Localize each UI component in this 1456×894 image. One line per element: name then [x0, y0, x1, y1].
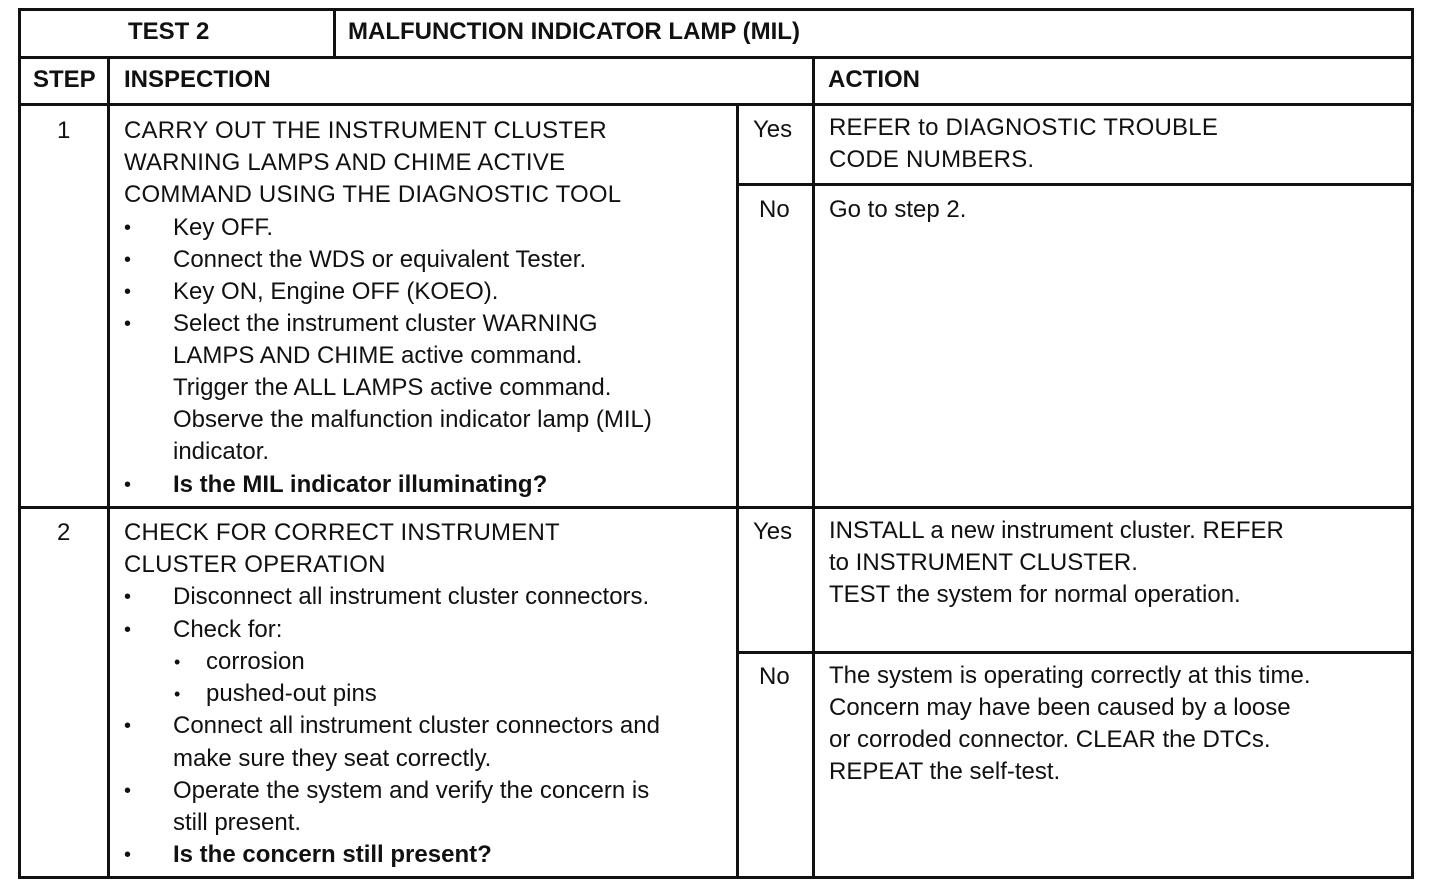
rule-title-divider [333, 8, 336, 58]
step-2-bullet-text: Check for: [173, 616, 283, 643]
step-2-bullet-text: still present. [173, 809, 302, 836]
rule-below-title [18, 56, 1414, 59]
step-2-title-line: CHECK FOR CORRECT INSTRUMENT [124, 519, 560, 546]
step-2-no-action-line: The system is operating correctly at this time. [829, 662, 1311, 689]
step-2-question: Is the concern still present? [173, 841, 492, 868]
step-1-title-line: COMMAND USING THE DIAGNOSTIC TOOL [124, 181, 622, 208]
column-header-inspection: INSPECTION [124, 66, 271, 93]
step-1-bullet-text: indicator. [173, 438, 270, 465]
rule-below-column-headers [18, 103, 1414, 106]
step-1-yes-action-line: CODE NUMBERS. [829, 146, 1035, 173]
step-2-yes-action-line: to INSTRUMENT CLUSTER. [829, 549, 1138, 576]
step-1-answer-no: No [759, 196, 790, 223]
test-number: TEST 2 [128, 18, 210, 45]
table-border-top [18, 8, 1414, 11]
bullet-icon: • [124, 780, 132, 802]
step-1-yes-action-line: REFER to DIAGNOSTIC TROUBLE [829, 114, 1219, 141]
column-header-step: STEP [33, 66, 96, 93]
step-1-title-line: CARRY OUT THE INSTRUMENT CLUSTER [124, 117, 607, 144]
step-2-no-action-line: Concern may have been caused by a loose [829, 694, 1291, 721]
step-2-title-line: CLUSTER OPERATION [124, 551, 386, 578]
step-1-bullet-text: Trigger the ALL LAMPS active command. [173, 374, 612, 401]
step-2-sub-bullet-text: corrosion [206, 648, 305, 675]
rule-step1-yes-no [736, 183, 1414, 186]
bullet-icon: • [124, 715, 132, 737]
step-2-answer-no: No [759, 663, 790, 690]
step-1-bullet-text: Key ON, Engine OFF (KOEO). [173, 278, 499, 305]
table-border-left [18, 8, 21, 879]
step-2-sub-bullet-text: pushed-out pins [206, 680, 377, 707]
bullet-icon: • [124, 217, 132, 239]
step-1-bullet-text: Select the instrument cluster WARNING [173, 310, 598, 337]
step-2-bullet-text: Disconnect all instrument cluster connectors. [173, 583, 650, 610]
step-1-number: 1 [57, 117, 71, 144]
step-2-bullet-text: Operate the system and verify the concern is [173, 777, 650, 804]
bullet-icon: • [124, 844, 132, 866]
step-1-question: Is the MIL indicator illuminating? [173, 471, 548, 498]
column-header-action: ACTION [828, 66, 920, 93]
step-1-title-line: WARNING LAMPS AND CHIME ACTIVE [124, 149, 566, 176]
sub-bullet-icon: • [174, 652, 181, 672]
bullet-icon: • [124, 249, 132, 271]
bullet-icon: • [124, 586, 132, 608]
step-1-bullet-text: Connect the WDS or equivalent Tester. [173, 246, 587, 273]
step-2-no-action-line: REPEAT the self-test. [829, 758, 1061, 785]
step-1-bullet-text: LAMPS AND CHIME active command. [173, 342, 583, 369]
bullet-icon: • [124, 281, 132, 303]
step-1-no-action-line: Go to step 2. [829, 196, 967, 223]
rule-answer-column [736, 103, 739, 879]
rule-action-column [812, 56, 815, 879]
rule-step2-yes-no [736, 651, 1414, 654]
step-1-answer-yes: Yes [753, 116, 793, 143]
step-2-number: 2 [57, 519, 71, 546]
page-title: MALFUNCTION INDICATOR LAMP (MIL) [348, 18, 800, 45]
bullet-icon: • [124, 619, 132, 641]
rule-between-steps [18, 506, 1414, 509]
step-2-bullet-text: make sure they seat correctly. [173, 745, 492, 772]
step-2-no-action-line: or corroded connector. CLEAR the DTCs. [829, 726, 1271, 753]
step-2-answer-yes: Yes [753, 518, 793, 545]
rule-step-column [107, 56, 110, 879]
bullet-icon: • [124, 313, 132, 335]
bullet-icon: • [124, 474, 132, 496]
step-2-bullet-text: Connect all instrument cluster connectors and [173, 712, 660, 739]
step-2-yes-action-line: TEST the system for normal operation. [829, 581, 1241, 608]
table-border-bottom [18, 876, 1414, 879]
step-1-bullet-text: Observe the malfunction indicator lamp (MIL) [173, 406, 652, 433]
step-2-yes-action-line: INSTALL a new instrument cluster. REFER [829, 517, 1284, 544]
step-1-bullet-text: Key OFF. [173, 214, 274, 241]
table-border-right [1411, 8, 1414, 879]
sub-bullet-icon: • [174, 684, 181, 704]
